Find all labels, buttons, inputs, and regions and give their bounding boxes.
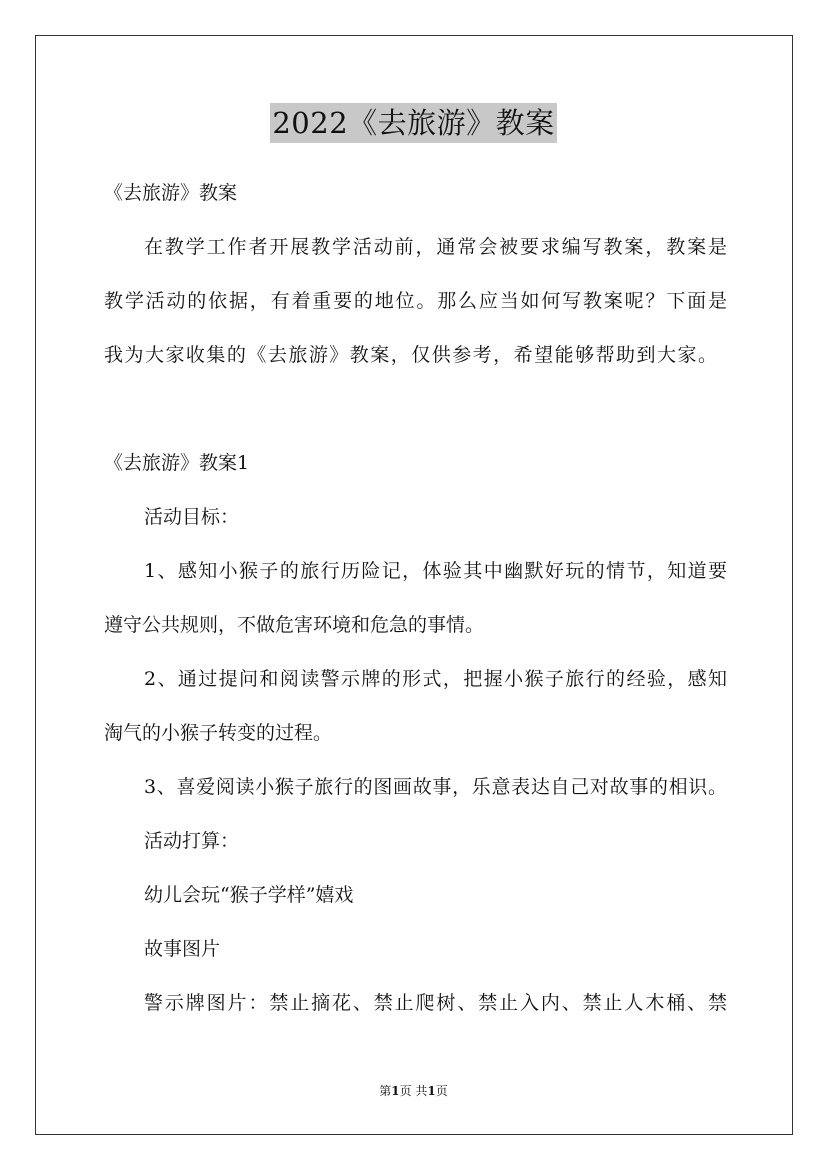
- paragraph-line: 3、喜爱阅读小猴子旅行的图画故事，乐意表达自己对故事的相识。: [144, 776, 727, 798]
- paragraph-line: 我为大家收集的《去旅游》教案，仅供参考，希望能够帮助到大家。: [104, 344, 717, 366]
- list-item: 故事图片: [144, 938, 221, 960]
- paragraph-line: 教学活动的依据，有着重要的地位。那么应当如何写教案呢？下面是: [104, 290, 727, 312]
- title-area: [0, 103, 827, 143]
- paragraph-line: 在教学工作者开展教学活动前，通常会被要求编写教案，教案是: [144, 236, 727, 258]
- paragraph-line: 2、通过提问和阅读警示牌的形式，把握小猴子旅行的经验，感知: [144, 668, 727, 690]
- footer-middle: 页 共: [399, 1084, 428, 1098]
- list-item: 警示牌图片：禁止摘花、禁止爬树、禁止入内、禁止人木桶、禁: [144, 992, 727, 1014]
- subtitle: 《去旅游》教案: [104, 182, 238, 204]
- footer-page-number: 1: [391, 1084, 400, 1098]
- section-label: 活动目标：: [144, 506, 240, 528]
- footer-page-total: 1: [427, 1084, 436, 1098]
- section-label: 活动打算：: [144, 830, 240, 852]
- paragraph-line: 遵守公共规则，不做危害环境和危急的事情。: [104, 614, 485, 636]
- document-title: 2022《去旅游》教案: [270, 103, 556, 143]
- page-footer: [0, 1083, 827, 1099]
- paragraph-line: 1、感知小猴子的旅行历险记，体验其中幽默好玩的情节，知道要: [144, 560, 727, 582]
- paragraph-line: 淘气的小猴子转变的过程。: [104, 722, 333, 744]
- footer-prefix: 第: [379, 1084, 392, 1098]
- footer-suffix: 页: [435, 1084, 448, 1098]
- section-heading: 《去旅游》教案1: [104, 452, 250, 474]
- list-item: 幼儿会玩“猴子学样”嬉戏: [144, 884, 354, 906]
